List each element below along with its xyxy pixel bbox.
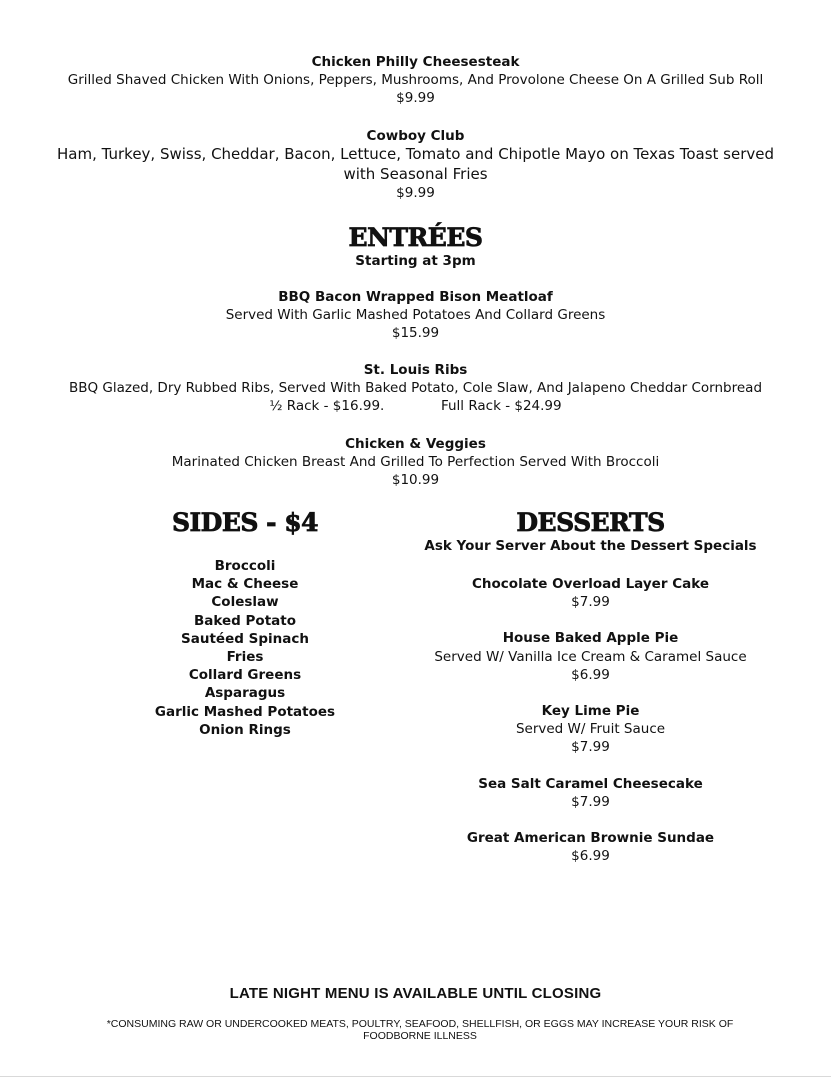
item-name: BBQ Bacon Wrapped Bison Meatloaf	[278, 289, 553, 305]
sides-heading: SIDES - $4	[171, 508, 319, 537]
list-item: Fries	[226, 649, 264, 666]
list-item: Mac & Cheese	[191, 576, 299, 593]
item-name: Chocolate Overload Layer Cake	[472, 576, 709, 592]
entrees-subheading: Starting at 3pm	[355, 253, 476, 269]
item-price	[0, 397, 831, 415]
item-name: Key Lime Pie	[541, 703, 640, 720]
item-price: $9.99	[396, 90, 435, 107]
menu-item	[0, 53, 831, 108]
item-description: Ham, Turkey, Swiss, Cheddar, Bacon, Lettuce, Tomato and Chipotle Mayo on Texas Toast served	[56, 145, 775, 164]
item-price: $7.99	[571, 793, 610, 810]
item-price: $6.99	[571, 848, 610, 865]
item-description: Marinated Chicken Breast And Grilled To Perfection Served With Broccoli	[171, 454, 660, 471]
list-item: Onion Rings	[199, 721, 291, 738]
item-price: $7.99	[571, 739, 610, 756]
item-name: Sea Salt Caramel Cheesecake	[478, 775, 703, 792]
price-half-rack: ½ Rack - $16.99.	[269, 398, 385, 415]
item-price: $6.99	[571, 666, 610, 683]
item-name: Chicken Philly Cheesesteak	[311, 54, 520, 70]
item-description: Grilled Shaved Chicken With Onions, Peppers, Mushrooms, And Provolone Cheese On A Grilled Sub Roll	[67, 72, 764, 89]
price-full-rack: Full Rack - $24.99	[440, 398, 562, 415]
dessert-item	[418, 775, 763, 811]
item-description: Served With Garlic Mashed Potatoes And Collard Greens	[225, 307, 606, 324]
item-price: $10.99	[391, 472, 440, 489]
page-divider	[0, 1076, 831, 1077]
item-description: with Seasonal Fries	[343, 164, 488, 183]
dessert-item	[418, 629, 763, 684]
item-name: St. Louis Ribs	[363, 362, 468, 378]
item-price: $9.99	[396, 185, 435, 202]
list-item: Collard Greens	[188, 667, 302, 684]
list-item: Broccoli	[214, 558, 276, 574]
food-safety-disclaimer: *CONSUMING RAW OR UNDERCOOKED MEATS, POULTRY, SEAFOOD, SHELLFISH, OR EGGS MAY INCREASE YOUR RISK OF FOODBORNE ILLNESS	[106, 1018, 734, 1042]
dessert-item	[418, 575, 763, 611]
late-night-note: LATE NIGHT MENU IS AVAILABLE UNTIL CLOSING	[229, 985, 602, 1002]
menu-item	[0, 127, 831, 202]
item-name: Chicken & Veggies	[345, 436, 486, 452]
menu-item	[0, 361, 831, 416]
list-item: Garlic Mashed Potatoes	[154, 703, 336, 720]
menu-item	[0, 288, 831, 343]
list-item: Baked Potato	[194, 612, 296, 629]
item-description: Served W/ Vanilla Ice Cream & Caramel Sauce	[434, 648, 747, 665]
entrees-section	[0, 224, 831, 270]
list-item: Coleslaw	[211, 594, 279, 611]
item-name: Cowboy Club	[366, 128, 465, 144]
item-name: House Baked Apple Pie	[502, 630, 679, 647]
list-item: Asparagus	[204, 685, 286, 702]
item-description: BBQ Glazed, Dry Rubbed Ribs, Served With Baked Potato, Cole Slaw, And Jalapeno Cheddar Cornbread	[68, 380, 763, 397]
sides-list	[120, 557, 370, 739]
item-description: Served W/ Fruit Sauce	[515, 721, 666, 738]
dessert-item	[418, 829, 763, 865]
desserts-heading: DESSERTS	[516, 508, 665, 537]
dessert-item	[418, 702, 763, 757]
desserts-section	[418, 509, 763, 883]
item-price: $7.99	[571, 594, 610, 611]
desserts-subheading: Ask Your Server About the Dessert Specials	[424, 538, 757, 554]
item-name: Great American Brownie Sundae	[466, 830, 715, 847]
sides-section	[120, 509, 370, 739]
entrees-heading: ENTRÉES	[348, 223, 483, 252]
item-price: $15.99	[391, 325, 440, 342]
list-item: Sautéed Spinach	[181, 630, 309, 647]
menu-item	[0, 435, 831, 490]
